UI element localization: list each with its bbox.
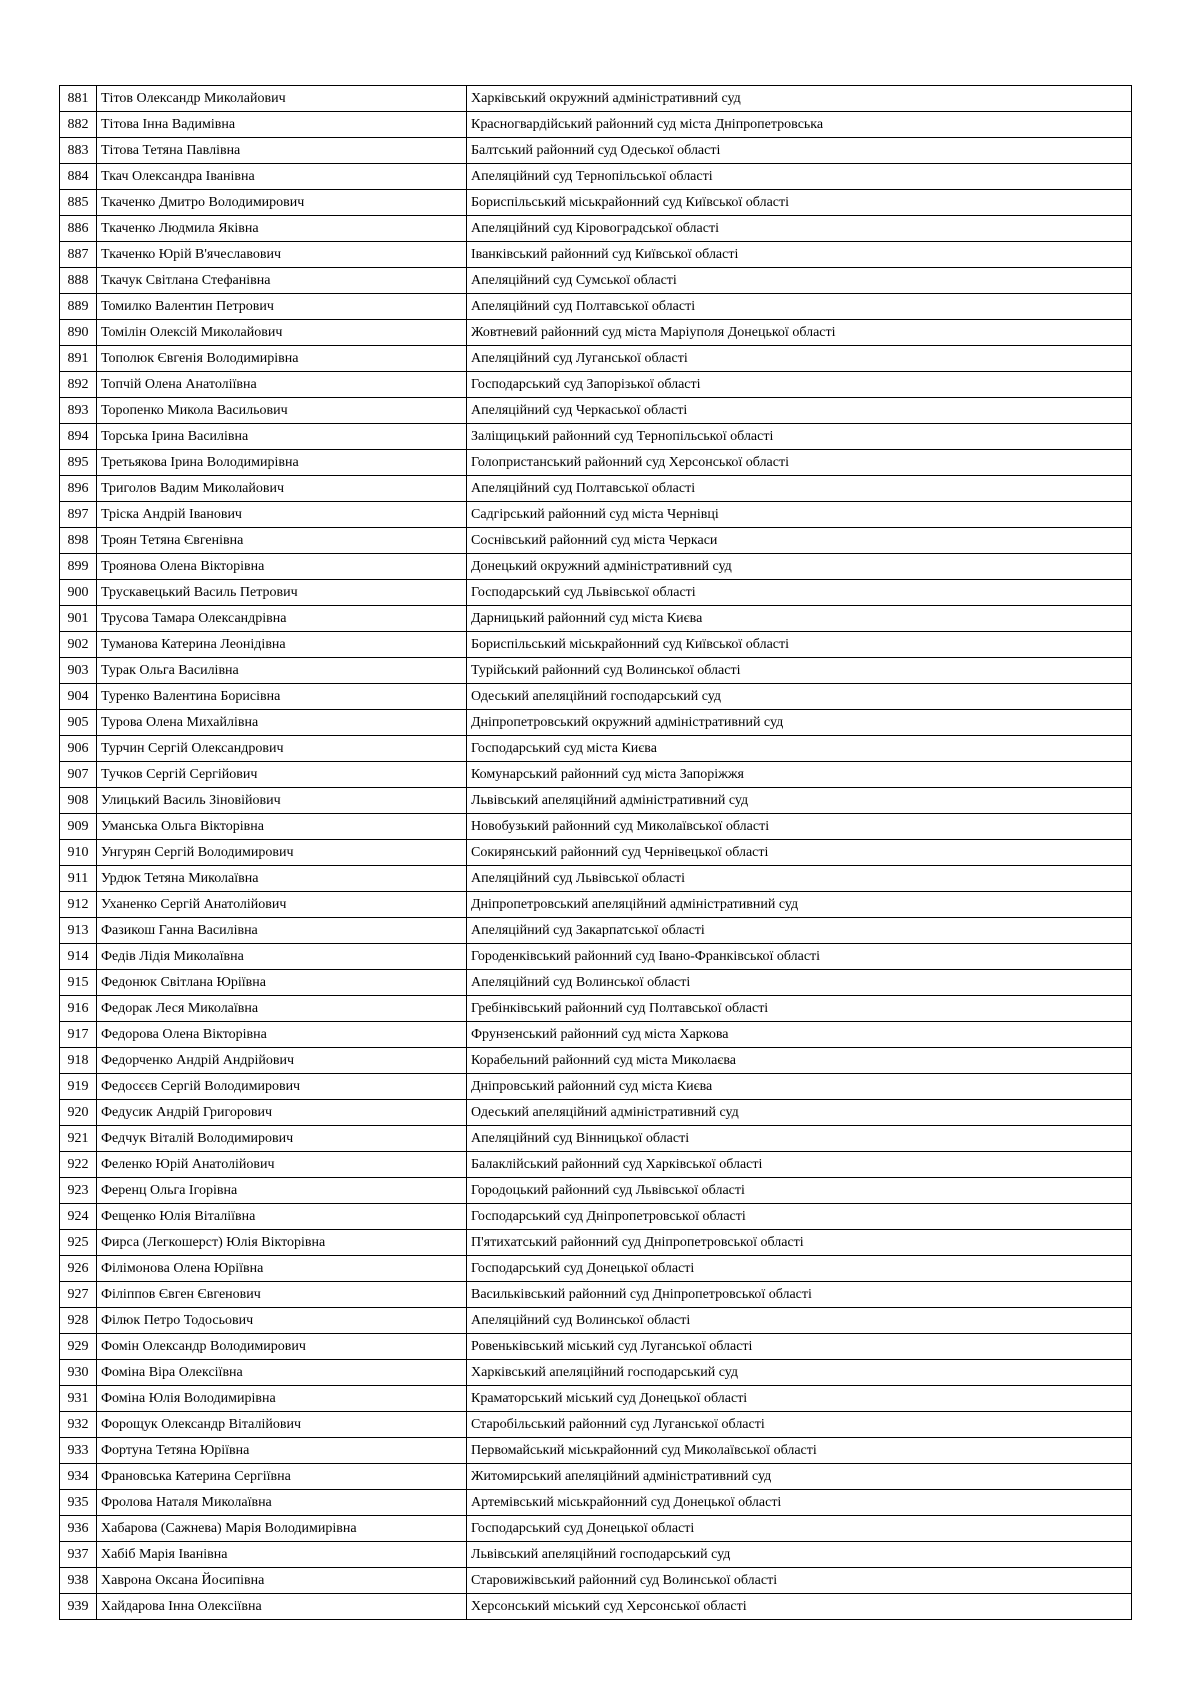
judge-name-cell: Федорак Леся Миколаївна [97, 996, 467, 1022]
row-number-cell: 935 [60, 1490, 97, 1516]
table-row [60, 1178, 1132, 1204]
court-name-cell: Садгірський районний суд міста Чернівці [467, 502, 1132, 528]
judge-name-cell: Топчій Олена Анатоліївна [97, 372, 467, 398]
judge-name-cell: Триголов Вадим Миколайович [97, 476, 467, 502]
judge-name-cell: Тітова Інна Вадимівна [97, 112, 467, 138]
judge-name-cell: Хабарова (Сажнева) Марія Володимирівна [97, 1516, 467, 1542]
row-number-cell: 920 [60, 1100, 97, 1126]
table-row [60, 632, 1132, 658]
row-number-cell: 913 [60, 918, 97, 944]
judge-name-cell: Торська Ірина Василівна [97, 424, 467, 450]
court-name-cell: Балаклійський районний суд Харківської області [467, 1152, 1132, 1178]
court-name-cell: Жовтневий районний суд міста Маріуполя Донецької області [467, 320, 1132, 346]
judge-name-cell: Ткаченко Дмитро Володимирович [97, 190, 467, 216]
judge-name-cell: Франовська Катерина Сергіївна [97, 1464, 467, 1490]
court-name-cell: Апеляційний суд Волинської області [467, 970, 1132, 996]
court-name-cell: Апеляційний суд Вінницької області [467, 1126, 1132, 1152]
court-name-cell: Бориспільський міськрайонний суд Київської області [467, 632, 1132, 658]
row-number-cell: 906 [60, 736, 97, 762]
row-number-cell: 921 [60, 1126, 97, 1152]
judge-name-cell: Томілін Олексій Миколайович [97, 320, 467, 346]
table-row [60, 1230, 1132, 1256]
row-number-cell: 885 [60, 190, 97, 216]
judge-name-cell: Федчук Віталій Володимирович [97, 1126, 467, 1152]
court-name-cell: Городенківський районний суд Івано-Франківської області [467, 944, 1132, 970]
judge-name-cell: Федонюк Світлана Юріївна [97, 970, 467, 996]
row-number-cell: 939 [60, 1594, 97, 1620]
table-row [60, 892, 1132, 918]
court-name-cell: Апеляційний суд Полтавської області [467, 294, 1132, 320]
row-number-cell: 886 [60, 216, 97, 242]
court-name-cell: Апеляційний суд Львівської області [467, 866, 1132, 892]
row-number-cell: 893 [60, 398, 97, 424]
judge-name-cell: Турчин Сергій Олександрович [97, 736, 467, 762]
court-name-cell: Корабельний районний суд міста Миколаєва [467, 1048, 1132, 1074]
judge-name-cell: Філіппов Євген Євгенович [97, 1282, 467, 1308]
row-number-cell: 908 [60, 788, 97, 814]
judge-name-cell: Трусова Тамара Олександрівна [97, 606, 467, 632]
court-name-cell: Старобільський районний суд Луганської області [467, 1412, 1132, 1438]
judge-name-cell: Томилко Валентин Петрович [97, 294, 467, 320]
court-name-cell: Одеський апеляційний адміністративний суд [467, 1100, 1132, 1126]
row-number-cell: 914 [60, 944, 97, 970]
table-row [60, 970, 1132, 996]
row-number-cell: 919 [60, 1074, 97, 1100]
judge-name-cell: Троян Тетяна Євгенівна [97, 528, 467, 554]
table-row [60, 1594, 1132, 1620]
judge-name-cell: Хабіб Марія Іванівна [97, 1542, 467, 1568]
judge-name-cell: Тріска Андрій Іванович [97, 502, 467, 528]
judge-name-cell: Третьякова Ірина Володимирівна [97, 450, 467, 476]
table-row [60, 1542, 1132, 1568]
row-number-cell: 883 [60, 138, 97, 164]
court-name-cell: Господарський суд міста Києва [467, 736, 1132, 762]
court-name-cell: Новобузький районний суд Миколаївської області [467, 814, 1132, 840]
court-name-cell: Городоцький районний суд Львівської області [467, 1178, 1132, 1204]
table-row [60, 1282, 1132, 1308]
table-row [60, 1126, 1132, 1152]
table-row [60, 606, 1132, 632]
court-name-cell: Апеляційний суд Черкаської області [467, 398, 1132, 424]
table-row [60, 866, 1132, 892]
judge-name-cell: Ференц Ольга Ігорівна [97, 1178, 467, 1204]
judge-name-cell: Улицький Василь Зіновійович [97, 788, 467, 814]
row-number-cell: 937 [60, 1542, 97, 1568]
judge-name-cell: Філюк Петро Тодосьович [97, 1308, 467, 1334]
court-name-cell: Дарницький районний суд міста Києва [467, 606, 1132, 632]
row-number-cell: 938 [60, 1568, 97, 1594]
row-number-cell: 907 [60, 762, 97, 788]
table-row [60, 1256, 1132, 1282]
row-number-cell: 892 [60, 372, 97, 398]
row-number-cell: 890 [60, 320, 97, 346]
judge-name-cell: Троянова Олена Вікторівна [97, 554, 467, 580]
row-number-cell: 895 [60, 450, 97, 476]
court-name-cell: Турійський районний суд Волинської області [467, 658, 1132, 684]
row-number-cell: 917 [60, 1022, 97, 1048]
court-name-cell: Гребінківський районний суд Полтавської області [467, 996, 1132, 1022]
court-name-cell: Апеляційний суд Волинської області [467, 1308, 1132, 1334]
court-name-cell: Херсонський міський суд Херсонської області [467, 1594, 1132, 1620]
court-name-cell: Львівський апеляційний господарський суд [467, 1542, 1132, 1568]
table-row [60, 268, 1132, 294]
table-row [60, 1334, 1132, 1360]
judge-name-cell: Унгурян Сергій Володимирович [97, 840, 467, 866]
row-number-cell: 901 [60, 606, 97, 632]
table-row [60, 1022, 1132, 1048]
judge-name-cell: Фещенко Юлія Віталіївна [97, 1204, 467, 1230]
court-name-cell: Дніпровський районний суд міста Києва [467, 1074, 1132, 1100]
judge-name-cell: Уманська Ольга Вікторівна [97, 814, 467, 840]
judge-name-cell: Ткач Олександра Іванівна [97, 164, 467, 190]
table-row [60, 450, 1132, 476]
table-row [60, 944, 1132, 970]
court-name-cell: Львівський апеляційний адміністративний суд [467, 788, 1132, 814]
judge-name-cell: Федорченко Андрій Андрійович [97, 1048, 467, 1074]
row-number-cell: 926 [60, 1256, 97, 1282]
table-row [60, 554, 1132, 580]
judge-name-cell: Хайдарова Інна Олексіївна [97, 1594, 467, 1620]
table-row [60, 502, 1132, 528]
court-name-cell: Одеський апеляційний господарський суд [467, 684, 1132, 710]
row-number-cell: 931 [60, 1386, 97, 1412]
row-number-cell: 933 [60, 1438, 97, 1464]
judge-name-cell: Філімонова Олена Юріївна [97, 1256, 467, 1282]
table-row [60, 112, 1132, 138]
judge-name-cell: Фирса (Легкошерст) Юлія Вікторівна [97, 1230, 467, 1256]
row-number-cell: 924 [60, 1204, 97, 1230]
table-row [60, 346, 1132, 372]
row-number-cell: 889 [60, 294, 97, 320]
judge-name-cell: Фролова Наталя Миколаївна [97, 1490, 467, 1516]
table-row [60, 1516, 1132, 1542]
row-number-cell: 887 [60, 242, 97, 268]
row-number-cell: 918 [60, 1048, 97, 1074]
row-number-cell: 884 [60, 164, 97, 190]
table-row [60, 814, 1132, 840]
judge-name-cell: Урдюк Тетяна Миколаївна [97, 866, 467, 892]
judge-name-cell: Уханенко Сергій Анатолійович [97, 892, 467, 918]
judge-name-cell: Феленко Юрій Анатолійович [97, 1152, 467, 1178]
table-row [60, 788, 1132, 814]
court-name-cell: Апеляційний суд Луганської області [467, 346, 1132, 372]
table-row [60, 1100, 1132, 1126]
table-row [60, 1386, 1132, 1412]
table-row [60, 996, 1132, 1022]
table-row [60, 1412, 1132, 1438]
row-number-cell: 936 [60, 1516, 97, 1542]
court-name-cell: Фрунзенський районний суд міста Харкова [467, 1022, 1132, 1048]
court-name-cell: П'ятихатський районний суд Дніпропетровської області [467, 1230, 1132, 1256]
row-number-cell: 905 [60, 710, 97, 736]
table-row [60, 242, 1132, 268]
table-row [60, 580, 1132, 606]
court-name-cell: Житомирський апеляційний адміністративний суд [467, 1464, 1132, 1490]
judge-name-cell: Федорова Олена Вікторівна [97, 1022, 467, 1048]
court-name-cell: Бориспільський міськрайонний суд Київської області [467, 190, 1132, 216]
table-row [60, 164, 1132, 190]
court-name-cell: Красногвардійський районний суд міста Дніпропетровська [467, 112, 1132, 138]
table-row [60, 918, 1132, 944]
row-number-cell: 911 [60, 866, 97, 892]
judge-name-cell: Форощук Олександр Віталійович [97, 1412, 467, 1438]
court-name-cell: Васильківський районний суд Дніпропетровської області [467, 1282, 1132, 1308]
judge-name-cell: Фазикош Ганна Василівна [97, 918, 467, 944]
judge-name-cell: Турова Олена Михайлівна [97, 710, 467, 736]
table-row [60, 762, 1132, 788]
judge-name-cell: Федів Лідія Миколаївна [97, 944, 467, 970]
row-number-cell: 909 [60, 814, 97, 840]
judge-name-cell: Тітова Тетяна Павлівна [97, 138, 467, 164]
row-number-cell: 910 [60, 840, 97, 866]
judge-name-cell: Тополюк Євгенія Володимирівна [97, 346, 467, 372]
court-name-cell: Апеляційний суд Кіровоградської області [467, 216, 1132, 242]
judge-name-cell: Тучков Сергій Сергійович [97, 762, 467, 788]
court-name-cell: Балтський районний суд Одеської області [467, 138, 1132, 164]
row-number-cell: 891 [60, 346, 97, 372]
table-row [60, 424, 1132, 450]
row-number-cell: 928 [60, 1308, 97, 1334]
row-number-cell: 888 [60, 268, 97, 294]
court-name-cell: Харківський апеляційний господарський суд [467, 1360, 1132, 1386]
table-row [60, 190, 1132, 216]
court-name-cell: Дніпропетровський апеляційний адміністративний суд [467, 892, 1132, 918]
judge-name-cell: Федосєєв Сергій Володимирович [97, 1074, 467, 1100]
table-row [60, 1360, 1132, 1386]
court-name-cell: Соснівський районний суд міста Черкаси [467, 528, 1132, 554]
court-name-cell: Господарський суд Дніпропетровської області [467, 1204, 1132, 1230]
court-name-cell: Харківський окружний адміністративний суд [467, 86, 1132, 112]
judges-table-body [60, 86, 1132, 1620]
court-name-cell: Первомайський міськрайонний суд Миколаївської області [467, 1438, 1132, 1464]
row-number-cell: 903 [60, 658, 97, 684]
table-row [60, 1152, 1132, 1178]
table-row [60, 1048, 1132, 1074]
table-row [60, 1308, 1132, 1334]
table-row [60, 1490, 1132, 1516]
court-name-cell: Ровеньківський міський суд Луганської області [467, 1334, 1132, 1360]
court-name-cell: Голопристанський районний суд Херсонської області [467, 450, 1132, 476]
row-number-cell: 925 [60, 1230, 97, 1256]
row-number-cell: 927 [60, 1282, 97, 1308]
table-row [60, 476, 1132, 502]
table-row [60, 372, 1132, 398]
judge-name-cell: Турак Ольга Василівна [97, 658, 467, 684]
judge-name-cell: Фоміна Віра Олексіївна [97, 1360, 467, 1386]
table-row [60, 1568, 1132, 1594]
judge-name-cell: Ткачук Світлана Стефанівна [97, 268, 467, 294]
row-number-cell: 929 [60, 1334, 97, 1360]
table-row [60, 1204, 1132, 1230]
court-name-cell: Старовижівський районний суд Волинської області [467, 1568, 1132, 1594]
row-number-cell: 896 [60, 476, 97, 502]
court-name-cell: Дніпропетровський окружний адміністративний суд [467, 710, 1132, 736]
court-name-cell: Артемівський міськрайонний суд Донецької області [467, 1490, 1132, 1516]
court-name-cell: Сокирянський районний суд Чернівецької області [467, 840, 1132, 866]
row-number-cell: 902 [60, 632, 97, 658]
row-number-cell: 900 [60, 580, 97, 606]
table-row [60, 710, 1132, 736]
table-row [60, 1074, 1132, 1100]
row-number-cell: 915 [60, 970, 97, 996]
table-row [60, 1464, 1132, 1490]
judge-name-cell: Туренко Валентина Борисівна [97, 684, 467, 710]
row-number-cell: 930 [60, 1360, 97, 1386]
court-name-cell: Заліщицький районний суд Тернопільської області [467, 424, 1132, 450]
row-number-cell: 881 [60, 86, 97, 112]
judge-name-cell: Фортуна Тетяна Юріївна [97, 1438, 467, 1464]
table-row [60, 528, 1132, 554]
judge-name-cell: Фомін Олександр Володимирович [97, 1334, 467, 1360]
row-number-cell: 912 [60, 892, 97, 918]
table-row [60, 86, 1132, 112]
table-row [60, 294, 1132, 320]
court-name-cell: Апеляційний суд Закарпатської області [467, 918, 1132, 944]
judge-name-cell: Туманова Катерина Леонідівна [97, 632, 467, 658]
court-name-cell: Господарський суд Запорізької області [467, 372, 1132, 398]
court-name-cell: Донецький окружний адміністративний суд [467, 554, 1132, 580]
judge-name-cell: Торопенко Микола Васильович [97, 398, 467, 424]
judges-table [59, 85, 1132, 1620]
judge-name-cell: Хаврона Оксана Йосипівна [97, 1568, 467, 1594]
court-name-cell: Господарський суд Донецької області [467, 1256, 1132, 1282]
row-number-cell: 916 [60, 996, 97, 1022]
row-number-cell: 894 [60, 424, 97, 450]
court-name-cell: Краматорський міський суд Донецької області [467, 1386, 1132, 1412]
judge-name-cell: Ткаченко Юрій В'ячеславович [97, 242, 467, 268]
table-row [60, 398, 1132, 424]
court-name-cell: Господарський суд Львівської області [467, 580, 1132, 606]
judge-name-cell: Федусик Андрій Григорович [97, 1100, 467, 1126]
judge-name-cell: Тітов Олександр Миколайович [97, 86, 467, 112]
table-row [60, 320, 1132, 346]
judge-name-cell: Фоміна Юлія Володимирівна [97, 1386, 467, 1412]
table-row [60, 216, 1132, 242]
row-number-cell: 898 [60, 528, 97, 554]
court-name-cell: Апеляційний суд Полтавської області [467, 476, 1132, 502]
court-name-cell: Апеляційний суд Сумської області [467, 268, 1132, 294]
table-row [60, 736, 1132, 762]
court-name-cell: Комунарський районний суд міста Запоріжжя [467, 762, 1132, 788]
row-number-cell: 922 [60, 1152, 97, 1178]
judge-name-cell: Ткаченко Людмила Яківна [97, 216, 467, 242]
table-row [60, 138, 1132, 164]
row-number-cell: 882 [60, 112, 97, 138]
row-number-cell: 899 [60, 554, 97, 580]
row-number-cell: 934 [60, 1464, 97, 1490]
table-row [60, 684, 1132, 710]
court-name-cell: Іванківський районний суд Київської області [467, 242, 1132, 268]
row-number-cell: 923 [60, 1178, 97, 1204]
court-name-cell: Господарський суд Донецької області [467, 1516, 1132, 1542]
row-number-cell: 932 [60, 1412, 97, 1438]
table-row [60, 1438, 1132, 1464]
judge-name-cell: Трускавецький Василь Петрович [97, 580, 467, 606]
row-number-cell: 904 [60, 684, 97, 710]
row-number-cell: 897 [60, 502, 97, 528]
court-name-cell: Апеляційний суд Тернопільської області [467, 164, 1132, 190]
table-row [60, 658, 1132, 684]
table-row [60, 840, 1132, 866]
